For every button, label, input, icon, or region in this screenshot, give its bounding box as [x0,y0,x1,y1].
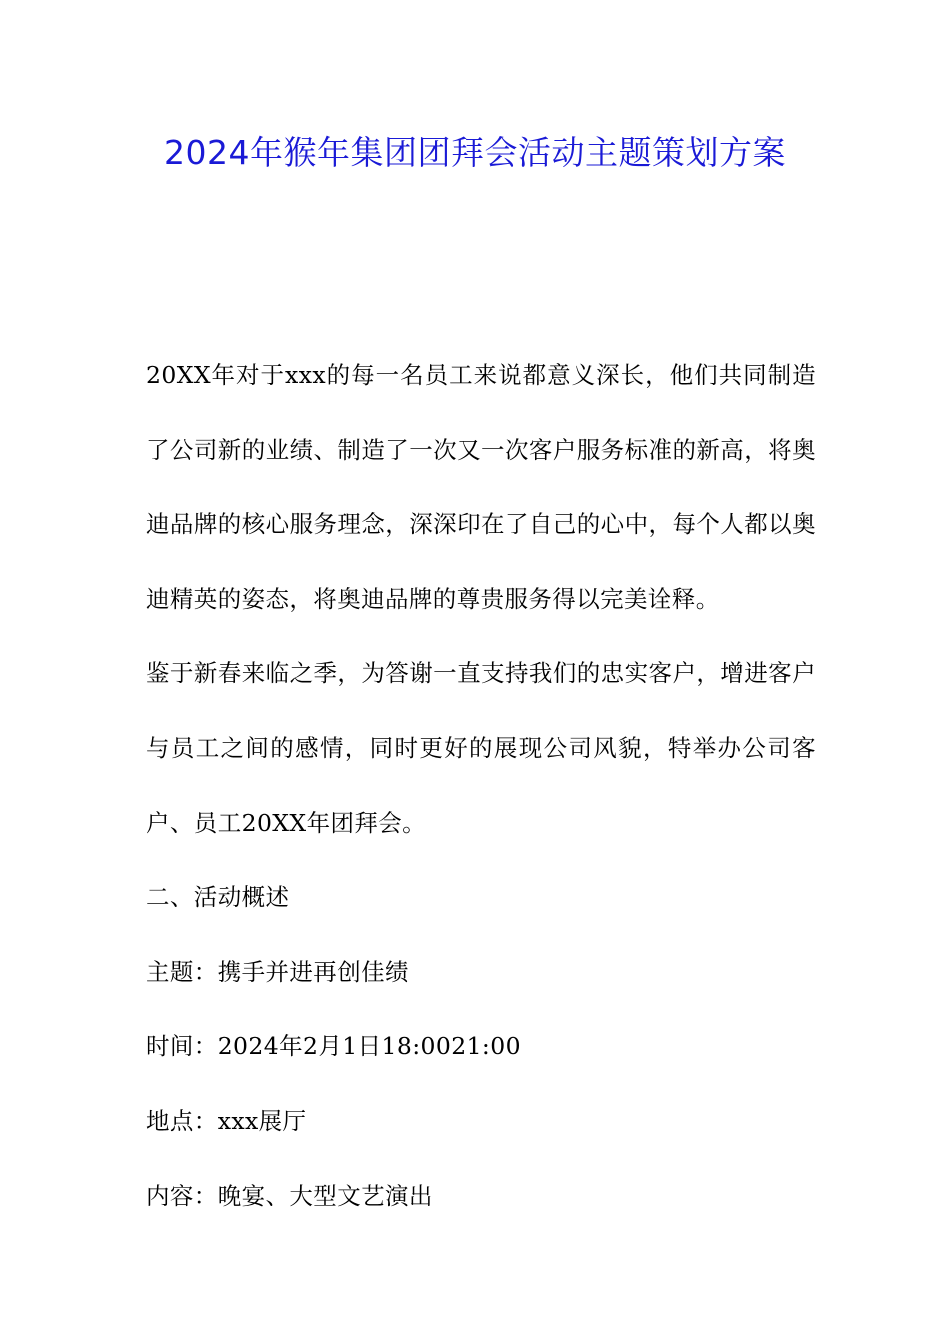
section-heading: 二、活动概述 [146,883,290,912]
event-location: 地点：xxx展厅 [146,1106,307,1135]
purpose-paragraph: 鉴于新春来临之季，为答谢一直支持我们的忠实客户，增进客户与员工之间的感情，同时更好的展现公司风貌，特举办公司客户、员工20XX年团拜会。 [146,659,816,837]
event-time: 时间：2024年2月1日18:0021:00 [146,1032,521,1061]
event-theme: 主题：携手并进再创佳绩 [146,957,409,986]
event-content: 内容：晚宴、大型文艺演出 [146,1181,433,1210]
document-body [146,338,816,1233]
intro-paragraph: 20XX年对于xxx的每一名员工来说都意义深长，他们共同制造了公司新的业绩、制造了一次又一次客户服务标准的新高，将奥迪品牌的核心服务理念，深深印在了自己的心中，每个人都以奥迪精英的姿态，将奥迪品牌的尊贵服务得以完美诠释。 [146,361,816,613]
document-title: 2024年猴年集团团拜会活动主题策划方案 [164,133,786,172]
